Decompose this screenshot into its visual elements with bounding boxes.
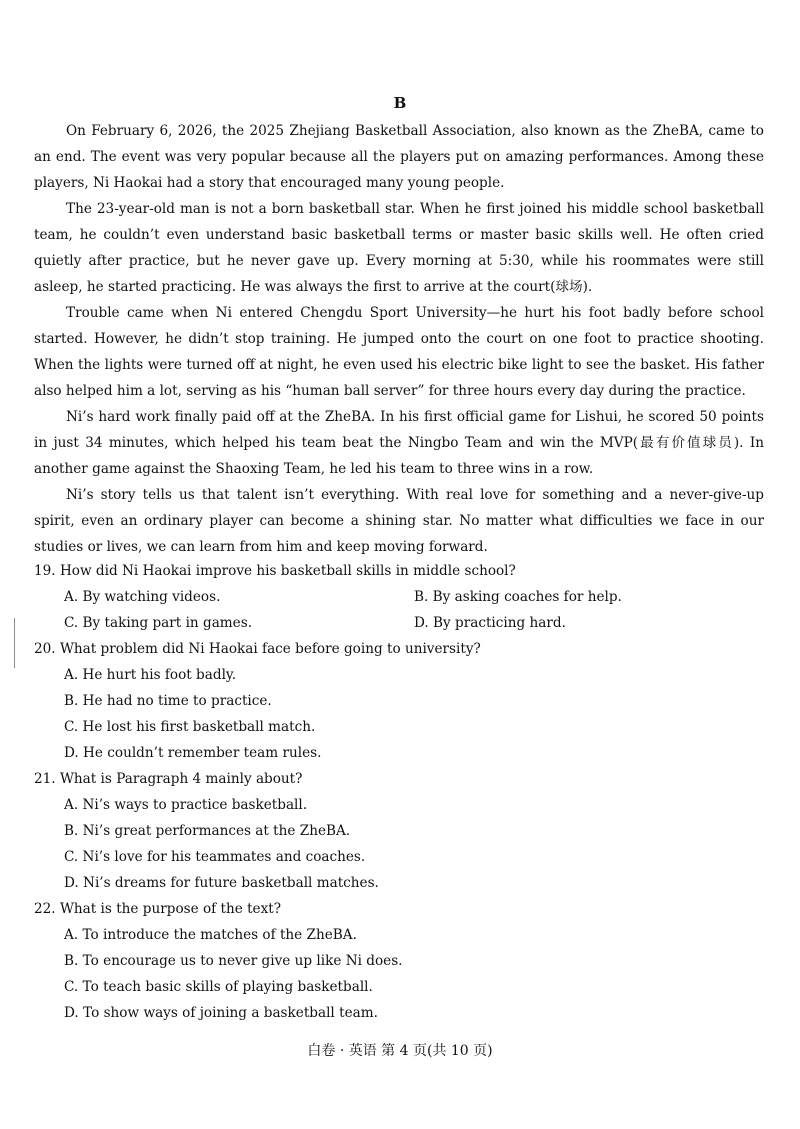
passage-paragraph-2: The 23-year-old man is not a born basketball star. When he first joined his middle school basketball team, he couldn’t even understand basic basketball terms or master basic skills well. He often cried quietly after practice, but he never gave up. Every morning at 5:30, while his roommates were still asleep, he started practicing. He was always the first to arrive at the court(球场). [34, 201, 764, 295]
question-21-option-d: D. Ni’s dreams for future basketball matches. [64, 875, 379, 891]
question-20-option-b: B. He had no time to practice. [64, 693, 272, 709]
question-20-option-a: A. He hurt his foot badly. [64, 667, 237, 683]
question-19-option-b: B. By asking coaches for help. [414, 589, 622, 605]
question-21-stem: 21. What is Paragraph 4 mainly about? [34, 771, 303, 787]
question-20-option-d: D. He couldn’t remember team rules. [64, 745, 322, 761]
question-22-option-d: D. To show ways of joining a basketball team. [64, 1005, 378, 1021]
question-22-stem: 22. What is the purpose of the text? [34, 901, 282, 917]
margin-mark [14, 618, 15, 668]
question-19-option-c: C. By taking part in games. [64, 615, 253, 631]
question-20-option-c: C. He lost his first basketball match. [64, 719, 316, 735]
question-20-stem: 20. What problem did Ni Haokai face before going to university? [34, 641, 481, 657]
question-19-option-d: D. By practicing hard. [414, 615, 566, 631]
passage-paragraph-3: Trouble came when Ni entered Chengdu Sport University—he hurt his foot badly before school started. However, he didn’t stop training. He jumped onto the court on one foot to practice shooting. When the lights were turned off at night, he even used his electric bike light to see the basket. His father also helped him a lot, serving as his “human ball server” for three hours every day during the practice. [34, 305, 764, 399]
question-22-option-c: C. To teach basic skills of playing basketball. [64, 979, 373, 995]
passage-paragraph-1: On February 6, 2026, the 2025 Zhejiang Basketball Association, also known as the ZheBA, came to an end. The event was very popular because all the players put on amazing performances. Among these players, Ni Haokai had a story that encouraged many young people. [34, 123, 764, 191]
question-21-option-b: B. Ni’s great performances at the ZheBA. [64, 823, 351, 839]
passage-paragraph-5: Ni’s story tells us that talent isn’t everything. With real love for something and a never-give-up spirit, even an ordinary player can become a shining star. No matter what difficulties we face in our studies or lives, we can learn from him and keep moving forward. [34, 487, 764, 555]
question-19-option-a: A. By watching videos. [64, 589, 221, 605]
question-19-stem: 19. How did Ni Haokai improve his basketball skills in middle school? [34, 563, 516, 579]
passage-paragraph-4: Ni’s hard work finally paid off at the ZheBA. In his first official game for Lishui, he scored 50 points in just 34 minutes, which helped his team beat the Ningbo Team and win the MVP(最有价值球员). In another game against the Shaoxing Team, he led his team to three wins in a row. [34, 409, 764, 477]
section-title: B [393, 94, 407, 112]
question-21-option-a: A. Ni’s ways to practice basketball. [64, 797, 308, 813]
question-21-option-c: C. Ni’s love for his teammates and coaches. [64, 849, 366, 865]
page-footer: 白卷 · 英语 第 4 页(共 10 页) [307, 1043, 493, 1059]
question-22-option-a: A. To introduce the matches of the ZheBA. [64, 927, 357, 943]
question-22-option-b: B. To encourage us to never give up like Ni does. [64, 953, 403, 969]
